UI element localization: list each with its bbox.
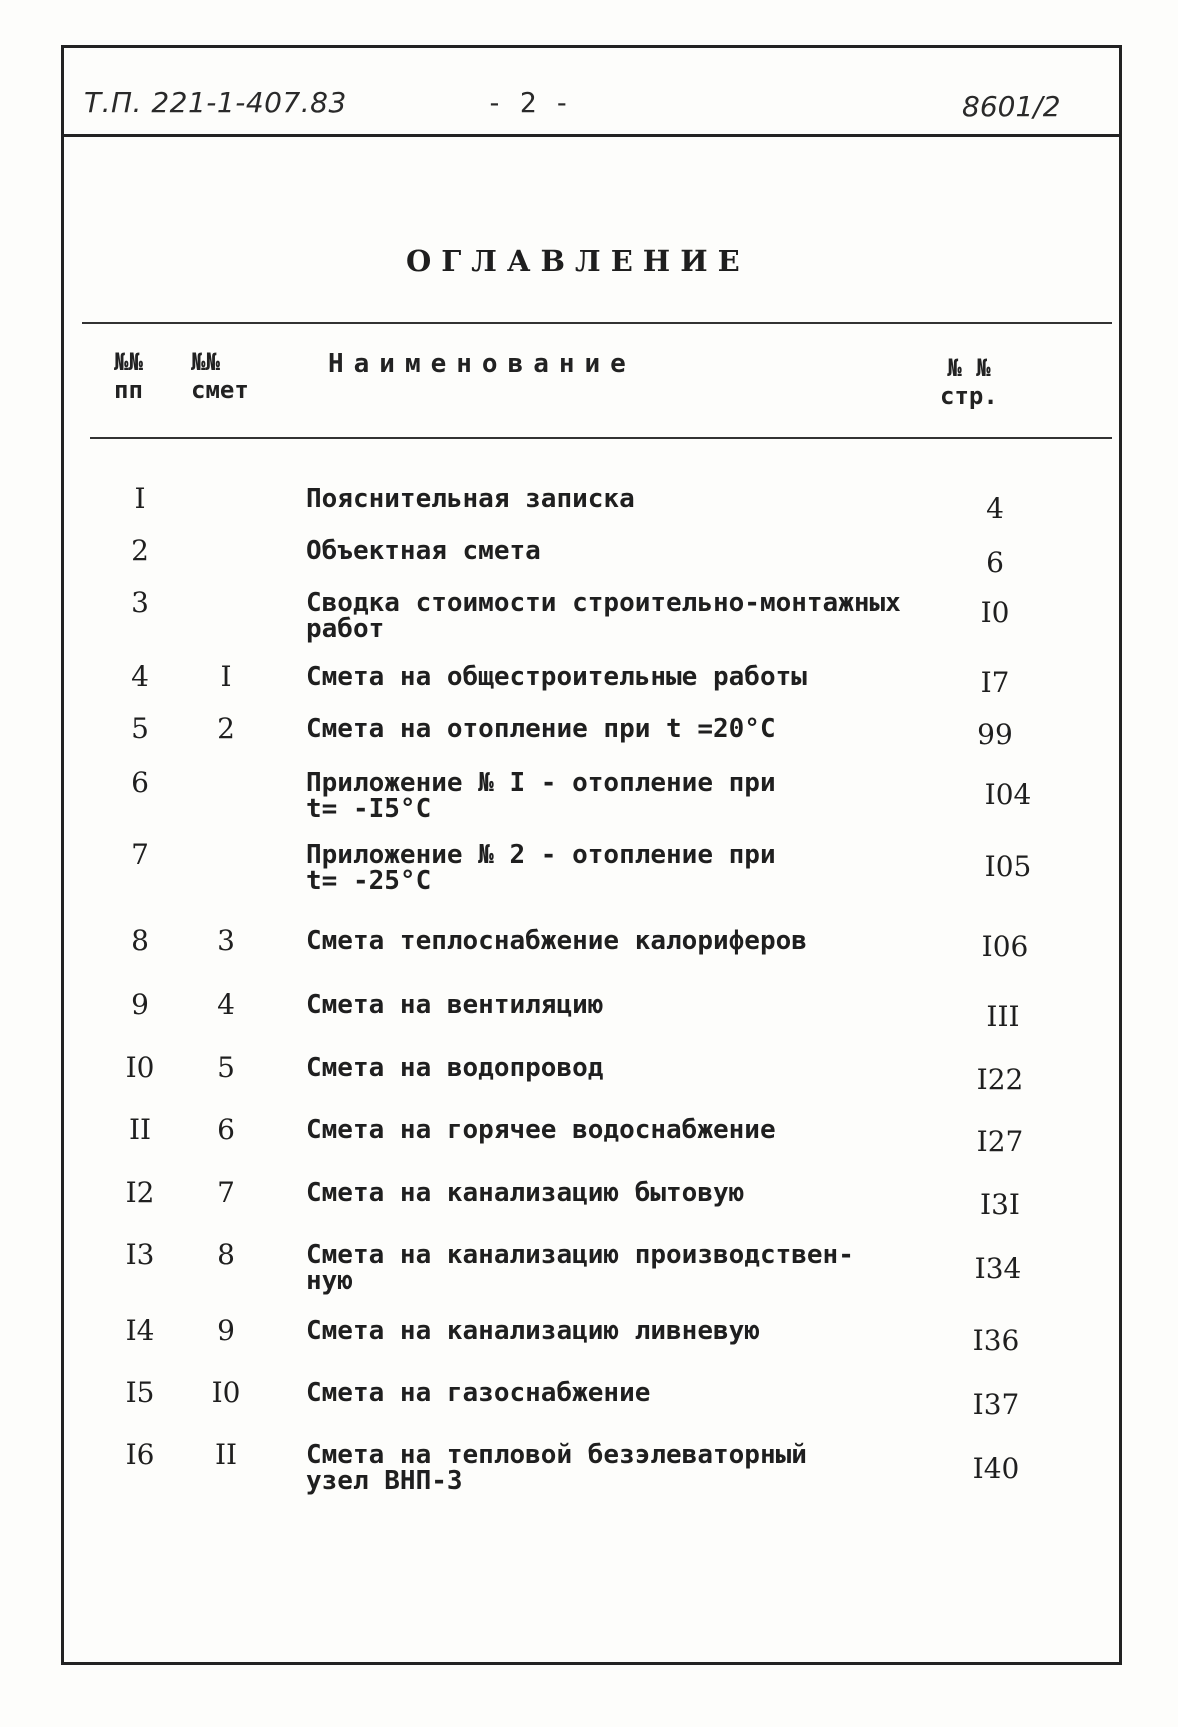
document-code: Т.П. 221-1-407.83 <box>84 86 347 119</box>
row-page-number: I04 <box>984 778 1032 811</box>
row-name: Смета на горячее водоснабжение <box>306 1115 776 1145</box>
row-item-number: I5 <box>125 1376 155 1409</box>
row-item-number: I0 <box>125 1051 155 1084</box>
row-page-number: I05 <box>984 850 1032 883</box>
row-page-number: 4 <box>986 492 1004 525</box>
row-name: Приложение № I - отопление при t= -I5°C <box>306 768 776 824</box>
row-item-number: I2 <box>125 1176 155 1209</box>
row-name: Смета на отопление при t =20°C <box>306 714 776 744</box>
row-page-number: 6 <box>986 546 1004 579</box>
row-page-number: III <box>986 1000 1020 1033</box>
row-name: Смета на канализацию ливневую <box>306 1316 760 1346</box>
row-estimate-number: 7 <box>217 1176 235 1209</box>
row-estimate-number: 8 <box>217 1238 235 1271</box>
row-page-number: I34 <box>974 1252 1022 1285</box>
row-estimate-number: 2 <box>217 712 235 745</box>
row-item-number: 2 <box>131 534 149 567</box>
toc-title: ОГЛАВЛЕНИЕ <box>406 244 750 278</box>
row-estimate-number: 6 <box>217 1113 235 1146</box>
column-header-item-number: №№ пп <box>114 348 143 404</box>
row-page-number: 99 <box>977 718 1013 751</box>
column-header-estimate-number: №№ смет <box>191 348 249 404</box>
row-name: Смета на канализацию производствен- ную <box>306 1240 854 1296</box>
row-page-number: I7 <box>980 666 1010 699</box>
row-name: Приложение № 2 - отопление при t= -25°C <box>306 840 776 896</box>
row-page-number: I27 <box>976 1125 1024 1158</box>
row-item-number: 9 <box>131 988 149 1021</box>
row-page-number: I37 <box>972 1388 1020 1421</box>
row-estimate-number: I <box>220 660 232 693</box>
row-estimate-number: II <box>214 1438 238 1471</box>
row-item-number: II <box>128 1113 152 1146</box>
row-page-number: I06 <box>981 930 1029 963</box>
row-item-number: 4 <box>131 660 149 693</box>
row-estimate-number: 5 <box>217 1051 235 1084</box>
row-name: Смета на водопровод <box>306 1053 604 1083</box>
row-page-number: I22 <box>976 1063 1024 1096</box>
sheet-number: 8601/2 <box>962 90 1061 123</box>
row-page-number: I36 <box>972 1324 1020 1357</box>
row-estimate-number: 3 <box>217 924 235 957</box>
row-name: Сводка стоимости строительно-монтажных работ <box>306 588 901 644</box>
table-header-top-rule <box>82 322 1112 324</box>
row-name: Смета на вентиляцию <box>306 990 604 1020</box>
column-header-name: Наименование <box>328 349 636 379</box>
row-item-number: 3 <box>131 586 149 619</box>
row-item-number: I4 <box>125 1314 155 1347</box>
row-item-number: 6 <box>131 766 149 799</box>
row-estimate-number: I0 <box>211 1376 241 1409</box>
row-item-number: 8 <box>131 924 149 957</box>
row-estimate-number: 4 <box>217 988 235 1021</box>
row-item-number: 7 <box>131 838 149 871</box>
row-estimate-number: 9 <box>217 1314 235 1347</box>
row-page-number: I40 <box>972 1452 1020 1485</box>
row-page-number: I3I <box>980 1188 1020 1221</box>
row-name: Смета на общестроительные работы <box>306 662 807 692</box>
row-name: Смета на тепловой безэлеваторный узел ВНП-3 <box>306 1440 807 1496</box>
column-header-page-number: № № стр. <box>940 354 998 410</box>
row-name: Смета теплоснабжение калориферов <box>306 926 807 956</box>
row-item-number: 5 <box>131 712 149 745</box>
row-item-number: I6 <box>125 1438 155 1471</box>
row-name: Объектная смета <box>306 536 541 566</box>
row-name: Смета на канализацию бытовую <box>306 1178 745 1208</box>
table-header-bottom-rule <box>90 437 1112 439</box>
page-number: - 2 - <box>486 86 571 119</box>
row-item-number: I3 <box>125 1238 155 1271</box>
row-page-number: I0 <box>980 596 1010 629</box>
header-divider <box>61 134 1122 137</box>
row-name: Смета на газоснабжение <box>306 1378 651 1408</box>
row-name: Пояснительная записка <box>306 484 635 514</box>
row-item-number: I <box>134 482 146 515</box>
